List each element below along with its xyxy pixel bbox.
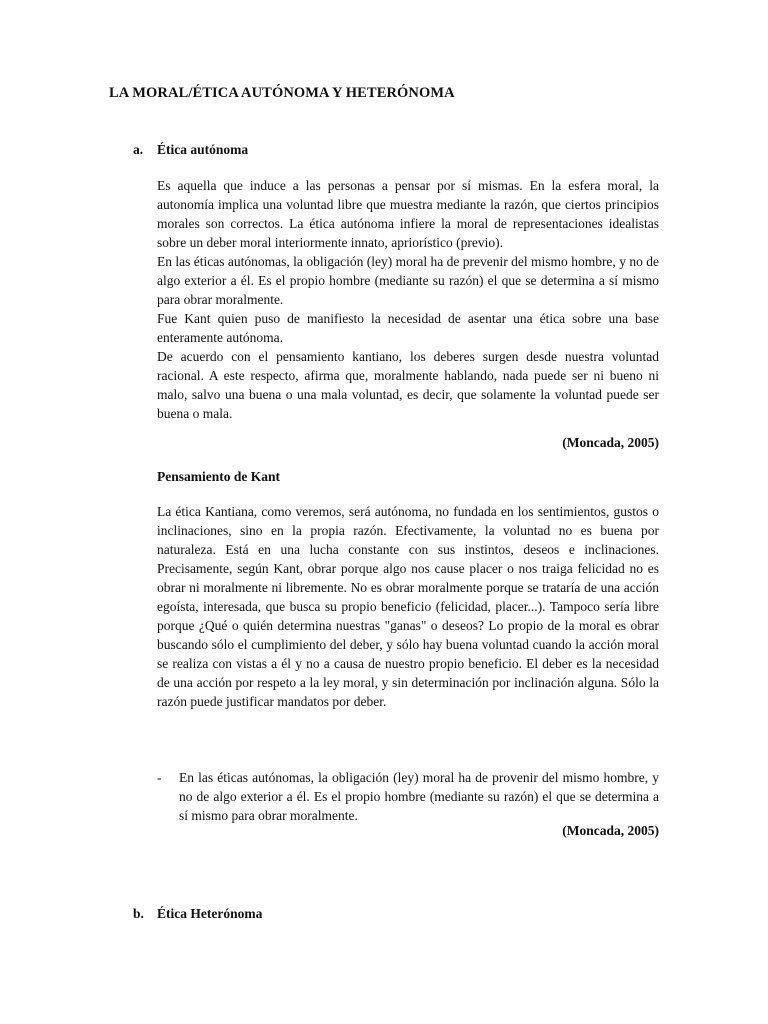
kant-citation: (Moncada, 2005) <box>562 823 659 838</box>
section-a-paragraph: Es aquella que induce a las personas a pensar por sí mismas. En la esfera moral, la autonomía implica una voluntad libre que muestra mediante la razón, que ciertos principios morales son correctos. La ética autónoma infiere la moral de representaciones idealistas sobre un deber moral interiormente innato, apriorístico (previo). <box>157 178 659 250</box>
kant-bullet-text: En las éticas autónomas, la obligación (ley) moral ha de provenir del mismo hombre, y no de algo exterior a él. Es el propio hombre (mediante su razón) el que se determina a sí mismo para obrar moralmente. <box>179 770 659 823</box>
section-a-paragraph: En las éticas autónomas, la obligación (ley) moral ha de prevenir del mismo hombre, y no de algo exterior a él. Es el propio hombre (mediante su razón) el que se determina a sí mismo para obrar moralmente. <box>157 254 659 307</box>
section-a-paragraph: Fue Kant quien puso de manifiesto la necesidad de asentar una ética sobre una base enteramente autónoma. <box>157 311 659 345</box>
document-title: LA MORAL/ÉTICA AUTÓNOMA Y HETERÓNOMA <box>109 85 455 101</box>
section-b-marker: b. <box>133 906 144 921</box>
section-a-paragraph: De acuerdo con el pensamiento kantiano, los deberes surgen desde nuestra voluntad racional. A este respecto, afirma que, moralmente hablando, nada puede ser ni bueno ni malo, salvo una buena o una mala voluntad, es decir, que solamente la voluntad puede ser buena o mala. <box>157 349 659 421</box>
section-a-heading <box>133 142 248 158</box>
section-a-title: Ética autónoma <box>157 142 249 157</box>
section-a-body <box>157 176 659 423</box>
section-b-title: Ética Heterónoma <box>157 906 263 921</box>
bullet-dash: - <box>157 770 162 785</box>
kant-bullet-item <box>157 768 659 825</box>
kant-paragraph: La ética Kantiana, como veremos, será autónoma, no fundada en los sentimientos, gustos o inclinaciones, sino en la propia razón. Efectivamente, la voluntad no es buena por naturaleza. Está en una lucha constante con sus instintos, deseos e inclinaciones. Precisamente, según Kant, obrar porque algo nos cause placer o nos traiga felicidad no es obrar ni moralmente ni libremente. No es obrar moralmente porque se trataría de una acción egoísta, interesada, que busca su propio beneficio (felicidad, placer...). Tampoco sería libre porque ¿Qué o quién determina nuestras "ganas" o deseos? Lo propio de la moral es obrar buscando sólo el cumplimiento del deber, y sólo hay buena voluntad cuando la acción moral se realiza con vistas a él y no a causa de nuestro propio beneficio. El deber es la necesidad de una acción por respeto a la ley moral, y sin determinación por inclinación alguna. Sólo la razón puede justificar mandatos por deber. <box>157 504 659 709</box>
kant-heading: Pensamiento de Kant <box>157 469 280 484</box>
section-a-marker: a. <box>133 142 144 157</box>
section-b-heading <box>133 906 262 922</box>
section-a-citation: (Moncada, 2005) <box>562 435 659 450</box>
kant-body <box>157 502 659 711</box>
